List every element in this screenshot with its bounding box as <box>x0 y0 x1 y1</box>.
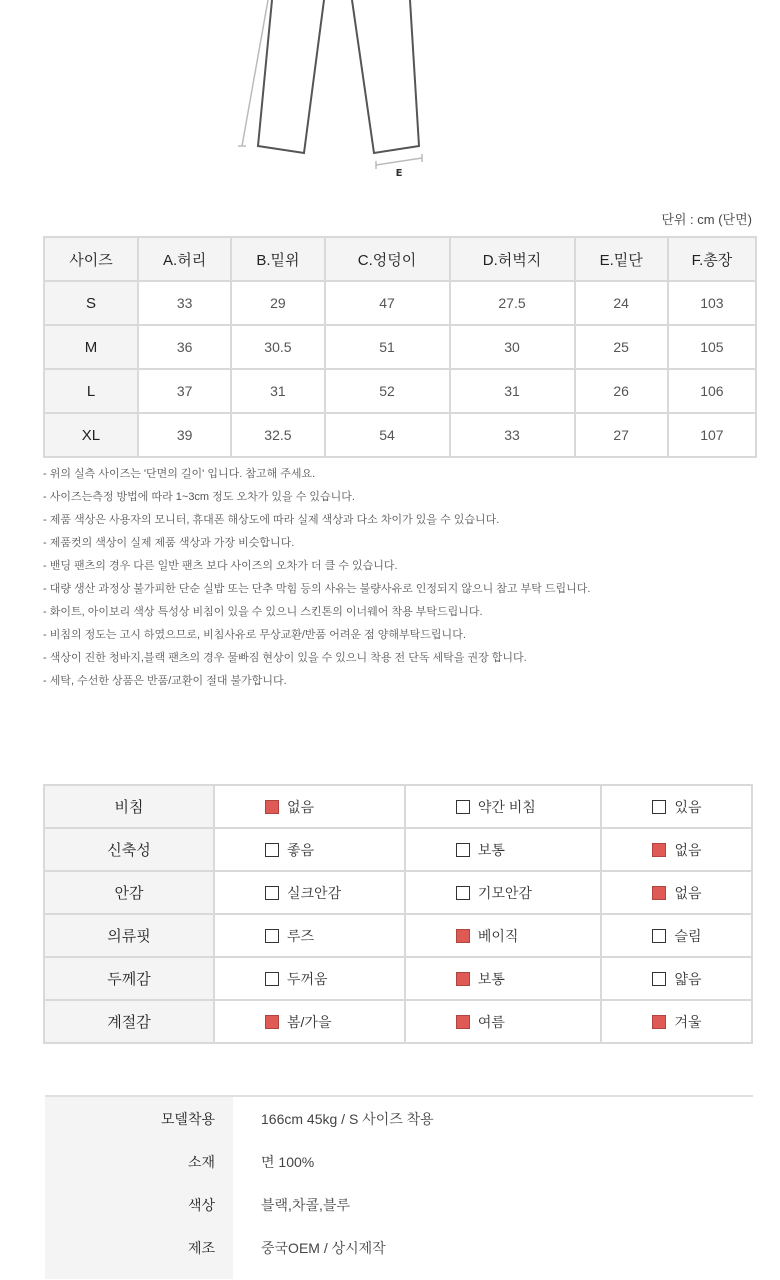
note-item: - 화이트, 아이보리 색상 특성상 비침이 있을 수 있으니 스킨톤의 이너웨어 착용 부탁드립니다. <box>43 606 483 618</box>
note-item: - 대량 생산 과정상 불가피한 단순 실밥 또는 단추 막힘 등의 사유는 불량사유로 인정되지 않으니 참고 부탁 드립니다. <box>43 583 591 595</box>
header-thigh: D.허벅지 <box>450 237 575 281</box>
attribute-table <box>43 784 753 1044</box>
attribute-option <box>214 957 405 1000</box>
attribute-row <box>44 785 752 828</box>
header-waist: A.허리 <box>138 237 231 281</box>
note-item: - 위의 실측 사이즈는 '단면의 길이' 입니다. 참고해 주세요. <box>43 468 316 480</box>
option-label: 겨울 <box>674 1013 702 1030</box>
option-label: 베이직 <box>477 927 519 944</box>
attribute-row <box>44 1000 752 1043</box>
attribute-option <box>405 785 602 828</box>
size-cell: S <box>44 281 138 325</box>
attribute-row <box>44 828 752 871</box>
attribute-option <box>601 785 752 828</box>
size-table-header-row <box>44 237 756 281</box>
attribute-name: 계절감 <box>44 1000 214 1043</box>
table-cell: 106 <box>668 369 756 413</box>
attribute-option <box>214 1000 405 1043</box>
attribute-option <box>214 828 405 871</box>
checked-box-icon <box>265 1015 279 1029</box>
table-cell: 31 <box>450 369 575 413</box>
option-label: 실크안감 <box>287 884 342 901</box>
table-cell: 37 <box>138 369 231 413</box>
unchecked-box-icon <box>265 886 279 900</box>
option-label: 없음 <box>674 841 702 858</box>
info-key: 색상 <box>45 1183 233 1226</box>
unchecked-box-icon <box>265 929 279 943</box>
option-label: 약간 비침 <box>477 798 536 815</box>
unchecked-box-icon <box>265 843 279 857</box>
table-cell: 33 <box>450 413 575 457</box>
table-cell: 27.5 <box>450 281 575 325</box>
option-label: 두꺼움 <box>287 970 328 987</box>
option-label: 없음 <box>674 884 702 901</box>
checked-box-icon <box>456 1015 470 1029</box>
option-label: 보통 <box>477 970 505 987</box>
option-label: 기모안감 <box>477 884 532 901</box>
size-cell: XL <box>44 413 138 457</box>
size-cell: M <box>44 325 138 369</box>
info-value: 블랙,차콜,블루 <box>261 1196 350 1213</box>
attribute-name: 두께감 <box>44 957 214 1000</box>
table-cell: 24 <box>575 281 668 325</box>
table-cell: 47 <box>325 281 450 325</box>
table-cell: 105 <box>668 325 756 369</box>
attribute-row <box>44 914 752 957</box>
table-cell: 30 <box>450 325 575 369</box>
table-row <box>44 281 756 325</box>
table-cell: 29 <box>231 281 324 325</box>
attribute-option <box>214 914 405 957</box>
info-row-color <box>45 1183 753 1226</box>
info-key: 모델착용 <box>45 1097 233 1140</box>
note-item: - 세탁, 수선한 상품은 반품/교환이 절대 불가합니다. <box>43 675 287 687</box>
info-row-material <box>45 1140 753 1183</box>
info-key: 소재 <box>45 1140 233 1183</box>
option-label: 여름 <box>477 1013 505 1030</box>
unchecked-box-icon <box>652 972 666 986</box>
unchecked-box-icon <box>265 972 279 986</box>
size-cell: L <box>44 369 138 413</box>
checked-box-icon <box>265 800 279 814</box>
table-cell: 54 <box>325 413 450 457</box>
option-label: 루즈 <box>287 927 315 944</box>
option-label: 있음 <box>674 798 702 815</box>
checked-box-icon <box>456 929 470 943</box>
table-cell: 26 <box>575 369 668 413</box>
note-item: - 사이즈는측정 방법에 따라 1~3cm 정도 오차가 있을 수 있습니다. <box>43 491 355 503</box>
header-hip: C.엉덩이 <box>325 237 450 281</box>
table-cell: 32.5 <box>231 413 324 457</box>
info-row-manufacture <box>45 1226 753 1269</box>
attribute-option <box>214 871 405 914</box>
dimension-label-e: E <box>395 168 403 179</box>
info-value: 중국OEM / 상시제작 <box>261 1239 386 1256</box>
header-rise: B.밑위 <box>231 237 324 281</box>
attribute-option <box>405 828 602 871</box>
product-info <box>45 1095 753 1279</box>
table-cell: 27 <box>575 413 668 457</box>
unchecked-box-icon <box>652 800 666 814</box>
attribute-option <box>405 1000 602 1043</box>
option-label: 얇음 <box>674 970 702 987</box>
attribute-option <box>601 1000 752 1043</box>
table-cell: 107 <box>668 413 756 457</box>
attribute-option <box>601 957 752 1000</box>
table-cell: 51 <box>325 325 450 369</box>
attribute-name: 의류핏 <box>44 914 214 957</box>
checked-box-icon <box>652 1015 666 1029</box>
option-label: 봄/가을 <box>287 1013 332 1030</box>
note-item: - 제품컷의 색상이 실제 제품 색상과 가장 비슷합니다. <box>43 537 295 549</box>
note-item: - 색상이 진한 청바지,블랙 팬츠의 경우 물빠짐 현상이 있을 수 있으니 착용 전 단독 세탁을 권장 합니다. <box>43 652 527 664</box>
attribute-option <box>405 957 602 1000</box>
attribute-option <box>214 785 405 828</box>
info-filler <box>45 1269 233 1279</box>
option-label: 없음 <box>287 798 315 815</box>
note-item: - 제품 색상은 사용자의 모니터, 휴대폰 해상도에 따라 실제 색상과 다소 차이가 있을 수 있습니다. <box>43 514 500 526</box>
attribute-row <box>44 871 752 914</box>
info-value: 면 100% <box>261 1153 315 1170</box>
pants-line-drawing-icon <box>230 0 450 185</box>
header-size: 사이즈 <box>44 237 138 281</box>
info-value: 166cm 45kg / S 사이즈 착용 <box>261 1110 434 1127</box>
info-row-model <box>45 1097 753 1140</box>
unit-label: 단위 : cm (단면) <box>661 212 752 227</box>
option-label: 좋음 <box>287 841 315 858</box>
info-key: 제조 <box>45 1226 233 1269</box>
header-hem: E.밑단 <box>575 237 668 281</box>
checked-box-icon <box>456 972 470 986</box>
notes-list <box>43 465 763 695</box>
table-cell: 25 <box>575 325 668 369</box>
attribute-name: 신축성 <box>44 828 214 871</box>
table-cell: 103 <box>668 281 756 325</box>
attribute-row <box>44 957 752 1000</box>
option-label: 보통 <box>477 841 505 858</box>
table-row <box>44 413 756 457</box>
unchecked-box-icon <box>456 800 470 814</box>
size-table <box>43 236 757 458</box>
table-row <box>44 325 756 369</box>
unchecked-box-icon <box>456 843 470 857</box>
attribute-option <box>405 871 602 914</box>
table-cell: 30.5 <box>231 325 324 369</box>
option-label: 슬림 <box>674 927 702 944</box>
attribute-name: 안감 <box>44 871 214 914</box>
table-cell: 52 <box>325 369 450 413</box>
table-cell: 39 <box>138 413 231 457</box>
attribute-option <box>601 914 752 957</box>
attribute-option <box>601 871 752 914</box>
unchecked-box-icon <box>652 929 666 943</box>
pants-illustration <box>230 0 450 185</box>
table-cell: 33 <box>138 281 231 325</box>
checked-box-icon <box>652 843 666 857</box>
unchecked-box-icon <box>456 886 470 900</box>
attribute-name: 비침 <box>44 785 214 828</box>
table-cell: 31 <box>231 369 324 413</box>
checked-box-icon <box>652 886 666 900</box>
table-row <box>44 369 756 413</box>
attribute-option <box>601 828 752 871</box>
table-cell: 36 <box>138 325 231 369</box>
header-length: F.총장 <box>668 237 756 281</box>
attribute-option <box>405 914 602 957</box>
note-item: - 비침의 정도는 고시 하였으므로, 비침사유로 무상교환/반품 어려운 점 양해부탁드립니다. <box>43 629 466 641</box>
note-item: - 밴딩 팬츠의 경우 다른 일반 팬츠 보다 사이즈의 오차가 더 클 수 있습니다. <box>43 560 398 572</box>
